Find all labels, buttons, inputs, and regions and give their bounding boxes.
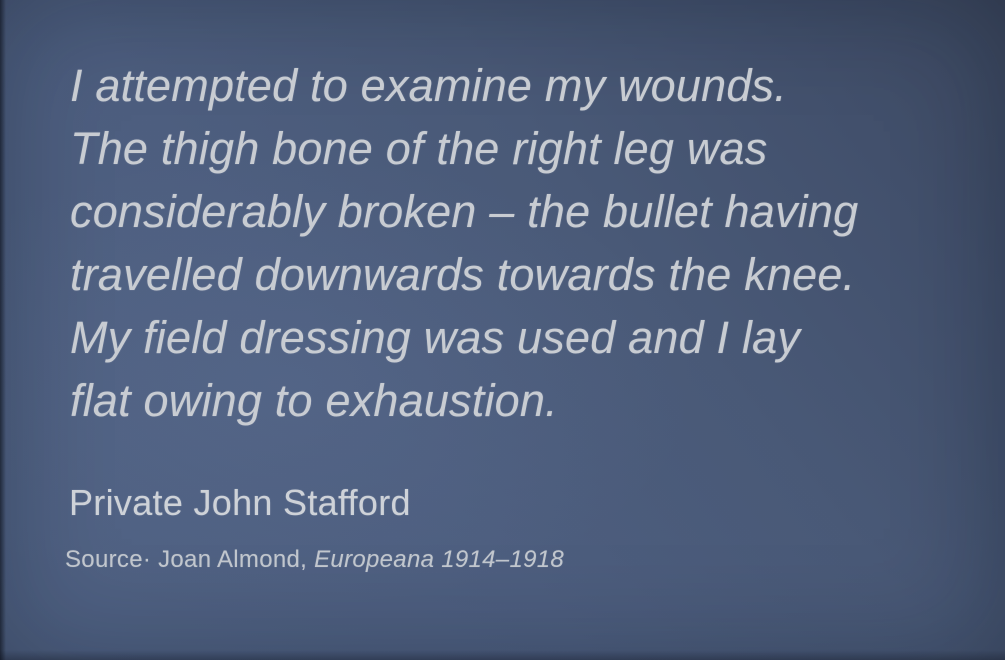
quote-line: travelled downwards towards the knee. [70, 249, 856, 300]
quote-line: considerably broken – the bullet having [70, 186, 859, 237]
source-line [65, 545, 564, 575]
attribution-name: Private John Stafford [69, 482, 411, 523]
quote-line: I attempted to examine my wounds. [70, 60, 787, 111]
quote-text-block [70, 54, 858, 432]
quote-line: My field dressing was used and I lay [70, 312, 801, 363]
quote-line: The thigh bone of the right leg was [70, 123, 768, 174]
quote-line: flat owing to exhaustion. [70, 375, 558, 426]
source-publication-title: Europeana 1914–1918 [314, 546, 565, 573]
source-prefix: Source· Joan Almond, [65, 546, 315, 573]
